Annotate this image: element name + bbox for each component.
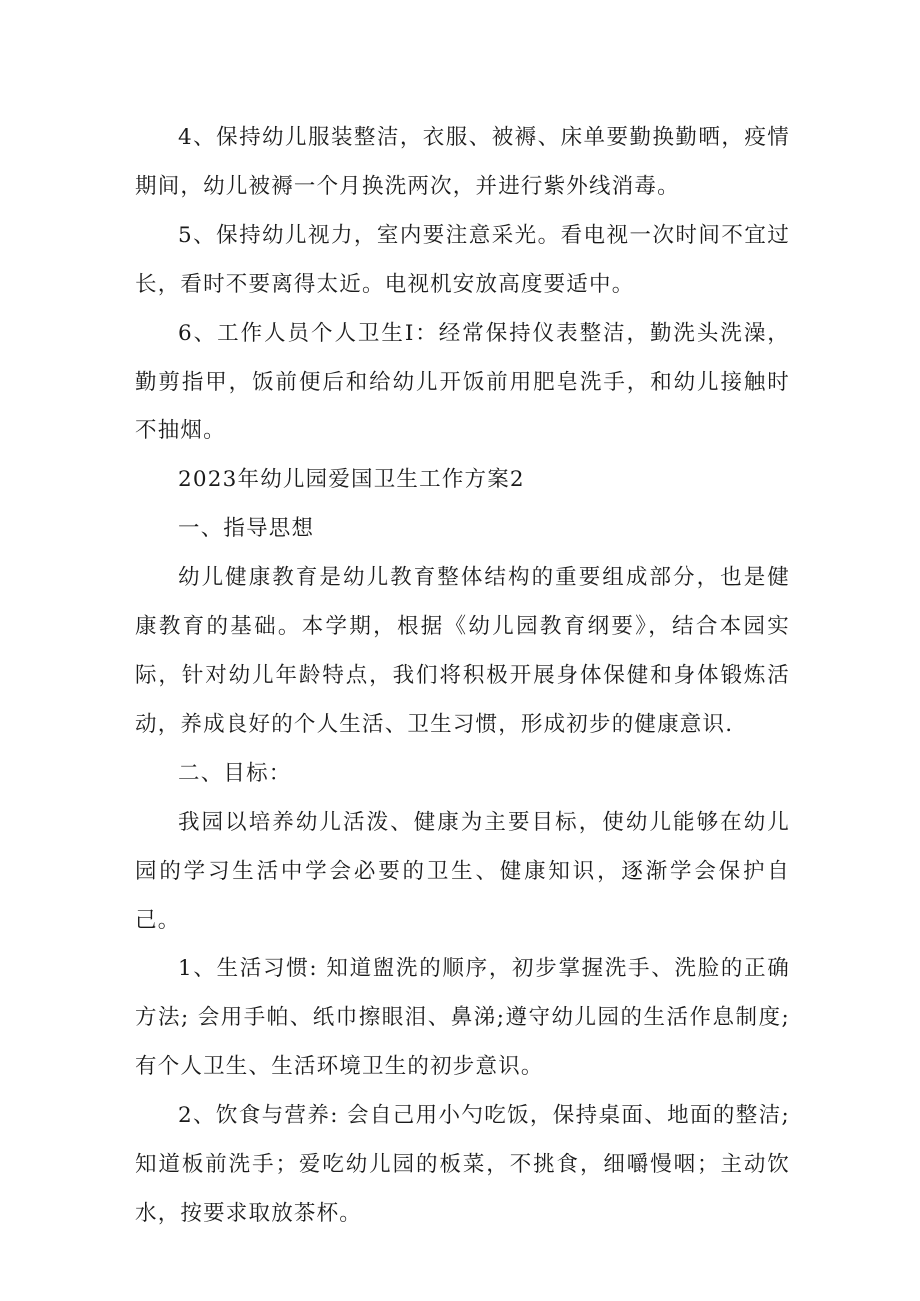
paragraph-guiding-ideology: 幼儿健康教育是幼儿教育整体结构的重要组成部分，也是健康教育的基础。本学期，根据《幼儿园教育纲要》，结合本园实际，针对幼儿年龄特点，我们将积极开展身体保健和身体锻炼活动，养成良好的个人生活、卫生习惯，形成初步的健康意识. — [135, 565, 790, 737]
paragraph-goals: 我园以培养幼儿活泼、健康为主要目标，使幼儿能够在幼儿园的学习生活中学会必要的卫生、健康知识，逐渐学会保护自己。 — [135, 809, 790, 933]
document-body — [135, 114, 790, 1239]
paragraph-item-4-clothing: 4、保持幼儿服装整洁，衣服、被褥、床单要勤换勤晒，疫情期间，幼儿被褥一个月换洗两次，并进行紫外线消毒。 — [135, 125, 790, 199]
paragraph-item-5-vision: 5、保持幼儿视力，室内要注意采光。看电视一次时间不宜过长，看时不要离得太近。电视机安放高度要适中。 — [135, 222, 790, 297]
heading-goals: 二、目标： — [178, 760, 292, 786]
heading-guiding-ideology: 一、指导思想 — [178, 516, 315, 542]
paragraph-diet-nutrition: 2、饮食与营养: 会自己用小勺吃饭，保持桌面、地面的整洁;知道板前洗手；爱吃幼儿园的板菜，不挑食，细嚼慢咽；主动饮水，按要求取放茶杯。 — [135, 1103, 790, 1226]
paragraph-item-6-staff-hygiene: 6、工作人员个人卫生I：经常保持仪表整洁，勤洗头洗澡，勤剪指甲，饭前便后和给幼儿开饭前用肥皂洗手，和幼儿接触时不抽烟。 — [135, 320, 790, 444]
section-title: 2023年幼儿园爱国卫生工作方案2 — [178, 467, 525, 493]
paragraph-living-habits: 1、生活习惯: 知道盥洗的顺序，初步掌握洗手、洗脸的正确方法; 会用手帕、纸巾擦眼泪、鼻涕;遵守幼儿园的生活作息制度;有个人卫生、生活环境卫生的初步意识。 — [135, 956, 790, 1080]
